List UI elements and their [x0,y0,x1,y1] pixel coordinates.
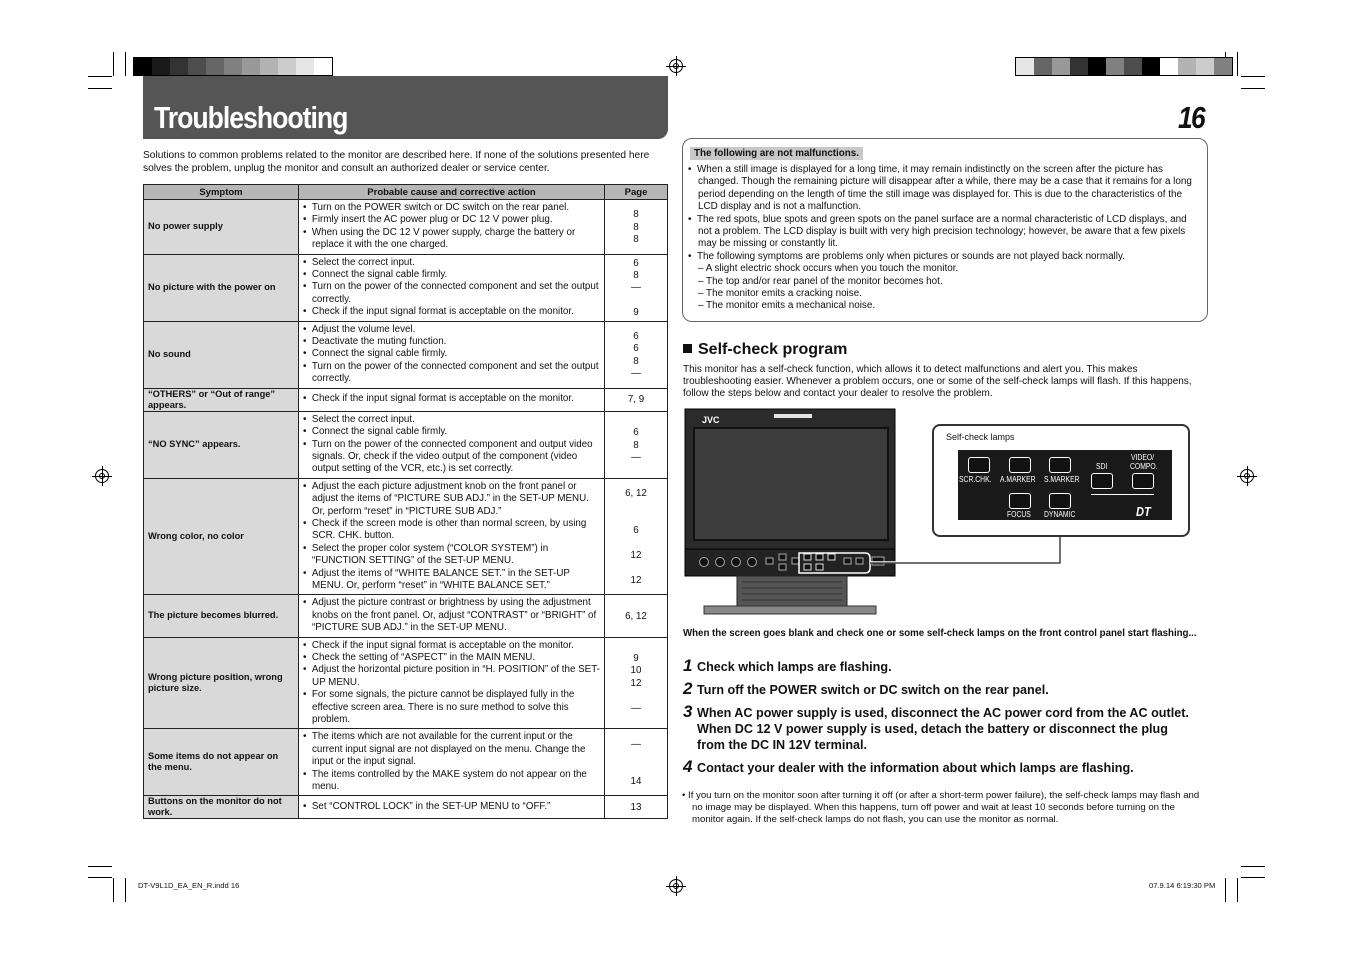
sdi-lamp [1091,473,1113,489]
table-header-row [144,185,668,200]
page-cell [605,729,668,796]
action-item: • Firmly insert the AC power plug or DC 12 V power plug. [303,214,600,226]
video-compo-lamp [1132,473,1154,489]
step-4 [683,759,1213,776]
page-ref: 14 [630,775,642,787]
action-item: • Turn on the power of the connected component and set the output correctly. [303,281,600,306]
page-ref: — [631,282,641,294]
page-ref: 9 [633,307,639,319]
page-cell [605,388,668,411]
symptom-cell: Wrong picture position, wrong picture size. [144,637,299,729]
step-2 [683,681,1213,698]
step-3 [683,704,1213,753]
symptom-cell: “OTHERS” or “Out of range” appears. [144,388,299,411]
list-item: • The red spots, blue spots and green spots on the panel surface are a normal characteristic of LCD displays, and not a problem. The LCD display is built with very high precision technology; however, be aware that a few pixels may be missing or constantly lit. [688,214,1200,251]
table-row [144,388,668,411]
footer-timestamp: 07.9.14 6:19:30 PM [1149,881,1216,890]
list-item: • The following symptoms are problems only when pictures or sounds are not played back normally. [688,251,1200,263]
color-bar-right [1015,57,1233,76]
column-header-action: Probable cause and corrective action [299,185,605,200]
action-item: • The items which are not available for the current input or the current input signal are not displayed on the menu. Change the input or the input signal. [303,731,600,768]
action-item: • Connect the signal cable firmly. [303,426,600,438]
self-check-footnote: • If you turn on the monitor soon after turning it off (or after a short-term power failure), the self-check lamps may flash and no image may be displayed. When this happens, turn off power and wait at least 10 seconds before turning on the monitor again. If the self-check lamps do not flash, you can use the monitor as normal. [682,790,1200,825]
page-ref [605,295,667,307]
symptom-cell: “NO SYNC” appears. [144,411,299,478]
action-item: • Turn on the power of the connected component and set the output correctly. [303,361,600,386]
step-1 [683,658,1213,675]
sub-list-item: – The monitor emits a mechanical noise. [698,300,876,312]
not-malfunctions-list [688,164,1200,313]
table-row [144,796,668,819]
page-ref [605,500,667,512]
color-bar-left [133,57,333,76]
action-item: • Adjust the items of “WHITE BALANCE SET.” in the SET-UP MENU. Or, perform “reset” in “WHITE BALANCE SET.” [303,568,600,593]
page-title: Troubleshooting [154,100,348,135]
lamp-label: COMPO. [1130,462,1158,471]
sub-list-item: – A slight electric shock occurs when you touch the monitor. [698,263,959,275]
page-ref: — [631,702,641,714]
step-number: 2 [683,679,692,698]
symptom-cell: The picture becomes blurred. [144,595,299,637]
footer-file-slug: DT-V9L1D_EA_EN_R.indd 16 [138,881,240,890]
page-ref: 6 [633,427,639,439]
not-malfunctions-heading: The following are not malfunctions. [690,147,863,160]
page-ref: 8 [633,270,639,282]
action-item: • Select the proper color system (“COLOR SYSTEM”) in “FUNCTION SETTING” of the SET-UP MENU. [303,543,600,568]
page-ref: — [631,368,641,380]
sub-list-item: – The monitor emits a cracking noise. [698,288,862,300]
step-text: When DC 12 V power supply is used, detach the battery or disconnect the plug [697,722,1168,736]
self-check-panel [958,450,1172,520]
action-cell [299,254,605,321]
page-cell [605,478,668,595]
page-ref: 8 [633,221,639,233]
troubleshooting-table [143,184,668,819]
action-item: • Check if the screen mode is other than normal screen, by using SCR. CHK. button. [303,518,600,543]
lamp-label: S.MARKER [1044,475,1080,484]
step-number: 3 [683,702,692,721]
dt-logo: DT [1136,504,1151,519]
symptom-cell: No picture with the power on [144,254,299,321]
step-number: 4 [683,757,692,776]
page-ref: — [631,451,641,463]
action-item: • Check the setting of “ASPECT” in the MAIN MENU. [303,652,600,664]
divider [1091,494,1154,495]
column-header-page: Page [605,185,668,200]
scr-chk-lamp [968,457,990,473]
page-ref [605,538,667,550]
lamp-label: VIDEO/ [1131,453,1155,462]
action-item: • Check if the input signal format is acceptable on the monitor. [303,306,600,318]
action-item: • The items controlled by the MAKE system do not appear on the menu. [303,769,600,794]
page-ref: 7, 9 [627,394,645,406]
action-item: • Select the correct input. [303,414,600,426]
page-ref [605,763,667,775]
action-item: • Select the correct input. [303,257,600,269]
focus-lamp [1009,493,1031,509]
page-ref: 9 [633,653,639,664]
step-text: from the DC IN 12V terminal. [697,738,868,752]
action-cell [299,388,605,411]
table-row [144,595,668,637]
page-ref: 10 [630,665,642,677]
page-ref: 8 [633,209,639,221]
page-ref: 6 [633,257,639,269]
sub-list-item: – The top and/or rear panel of the monitor becomes hot. [698,275,943,287]
page-cell [605,595,668,637]
registration-mark-icon [1240,469,1254,483]
page-cell [605,321,668,388]
page-ref [605,513,667,525]
page-ref [605,562,667,574]
action-item: • Adjust the volume level. [303,324,600,336]
action-item: • Turn on the power of the connected component and output video signals. Or, check if the video output of the component (video output setting of the VCR, etc.) is set correctly. [303,439,600,476]
page-ref: 12 [630,549,642,561]
action-item: • Deactivate the muting function. [303,336,600,348]
action-item: • Adjust the each picture adjustment knob on the front panel or adjust the items of “PICTURE SUB ADJ.” in the SET-UP MENU. Or, perform “reset” in “PICTURE SUB ADJ.” [303,481,600,518]
action-item: • Adjust the horizontal picture position in “H. POSITION” of the SET-UP MENU. [303,664,600,689]
page-ref [605,751,667,763]
s-marker-lamp [1049,457,1071,473]
action-cell [299,729,605,796]
action-cell [299,595,605,637]
self-check-intro: This monitor has a self-check function, which allows it to detect malfunctions and alert you. This makes troubleshooting easier. Whenever a problem occurs, one or some of the self-check lamps will flash. If this happens, follow the steps below and contact your dealer to resolve the problem. [683,364,1192,399]
registration-mark-icon [95,469,109,483]
lamp-label: DYNAMIC [1044,510,1076,519]
page-ref: 12 [630,677,642,689]
table-row [144,254,668,321]
symptom-cell: Wrong color, no color [144,478,299,595]
page-ref: 6 [633,525,639,537]
table-row [144,637,668,729]
page-ref: 8 [633,234,639,246]
page-number: 16 [1178,100,1204,135]
page-ref: 6 [633,343,639,355]
lamp-label: A.MARKER [1000,475,1036,484]
action-item: • When using the DC 12 V power supply, charge the battery or replace it with the one charged. [303,227,600,252]
action-cell [299,321,605,388]
action-item: • Check if the input signal format is acceptable on the monitor. [303,393,600,405]
step-text: When AC power supply is used, disconnect the AC power cord from the AC outlet. [697,706,1189,720]
action-cell [299,637,605,729]
symptom-cell: Some items do not appear on the menu. [144,729,299,796]
table-row [144,478,668,595]
page-ref: 6 [633,330,639,342]
list-item: • When a still image is displayed for a long time, it may remain indistinctly on the screen after the picture has changed. Though the remaining picture will disappear after a while, there may be a case that it remains for a long period depending on the length of time the still image was displayed for. This is due to the characteristics of the LCD display and is not a malfunction. [688,164,1200,214]
lamp-label: SDI [1096,462,1108,471]
symptom-cell: No sound [144,321,299,388]
step-text: Check which lamps are flashing. [697,660,892,674]
action-item: • For some signals, the picture cannot be displayed fully in the effective screen area. There is no sure method to solve this problem. [303,689,600,726]
symptom-cell: Buttons on the monitor do not work. [144,796,299,819]
table-row [144,411,668,478]
action-item: • Turn on the POWER switch or DC switch on the rear panel. [303,202,600,214]
action-item: • Connect the signal cable firmly. [303,348,600,360]
step-text: Contact your dealer with the information about which lamps are flashing. [697,761,1134,775]
page-ref: 6, 12 [625,610,647,622]
page-cell [605,254,668,321]
action-item: • Connect the signal cable firmly. [303,269,600,281]
registration-mark-icon [669,59,683,73]
action-cell [299,796,605,819]
page-ref: 12 [630,574,642,586]
page-ref: 8 [633,355,639,367]
page-ref: 8 [633,439,639,451]
brand-logo: JVC [702,415,720,425]
page-ref [605,690,667,702]
action-item: • Set “CONTROL LOCK” in the SET-UP MENU to “OFF.” [303,801,600,813]
a-marker-lamp [1009,457,1031,473]
page-cell [605,411,668,478]
page-ref: — [631,738,641,750]
lamp-label: SCR.CHK. [959,475,992,484]
step-number: 1 [683,656,692,675]
action-item: • Check if the input signal format is acceptable on the monitor. [303,640,600,652]
action-cell [299,478,605,595]
intro-text: Solutions to common problems related to the monitor are described here. If none of the solutions presented here solves the problem, unplug the monitor and consult an authorized dealer or service center. [143,150,650,174]
self-check-heading: Self-check program [683,341,847,359]
page-cell [605,200,668,255]
dynamic-lamp [1049,493,1071,509]
page-ref: 6, 12 [625,487,647,499]
action-cell [299,411,605,478]
table-row [144,729,668,796]
page-ref: 13 [630,802,642,814]
action-item: • Adjust the picture contrast or brightness by using the adjustment knobs on the front panel. Or, adjust “CONTRAST” or “BRIGHT” of “PICTURE SUB ADJ.” in the SET-UP MENU. [303,597,600,634]
lamp-label: FOCUS [1007,510,1031,519]
blank-screen-note: When the screen goes blank and check one or some self-check lamps on the front control panel start flashing... [683,628,1197,639]
page-cell [605,796,668,819]
page-cell [605,637,668,729]
column-header-symptom: Symptom [144,185,299,200]
symptom-cell: No power supply [144,200,299,255]
action-cell [299,200,605,255]
registration-mark-icon [669,879,683,893]
table-row [144,200,668,255]
table-row [144,321,668,388]
step-text: Turn off the POWER switch or DC switch on the rear panel. [697,683,1049,697]
self-check-lamps-label: Self-check lamps [946,432,1015,442]
